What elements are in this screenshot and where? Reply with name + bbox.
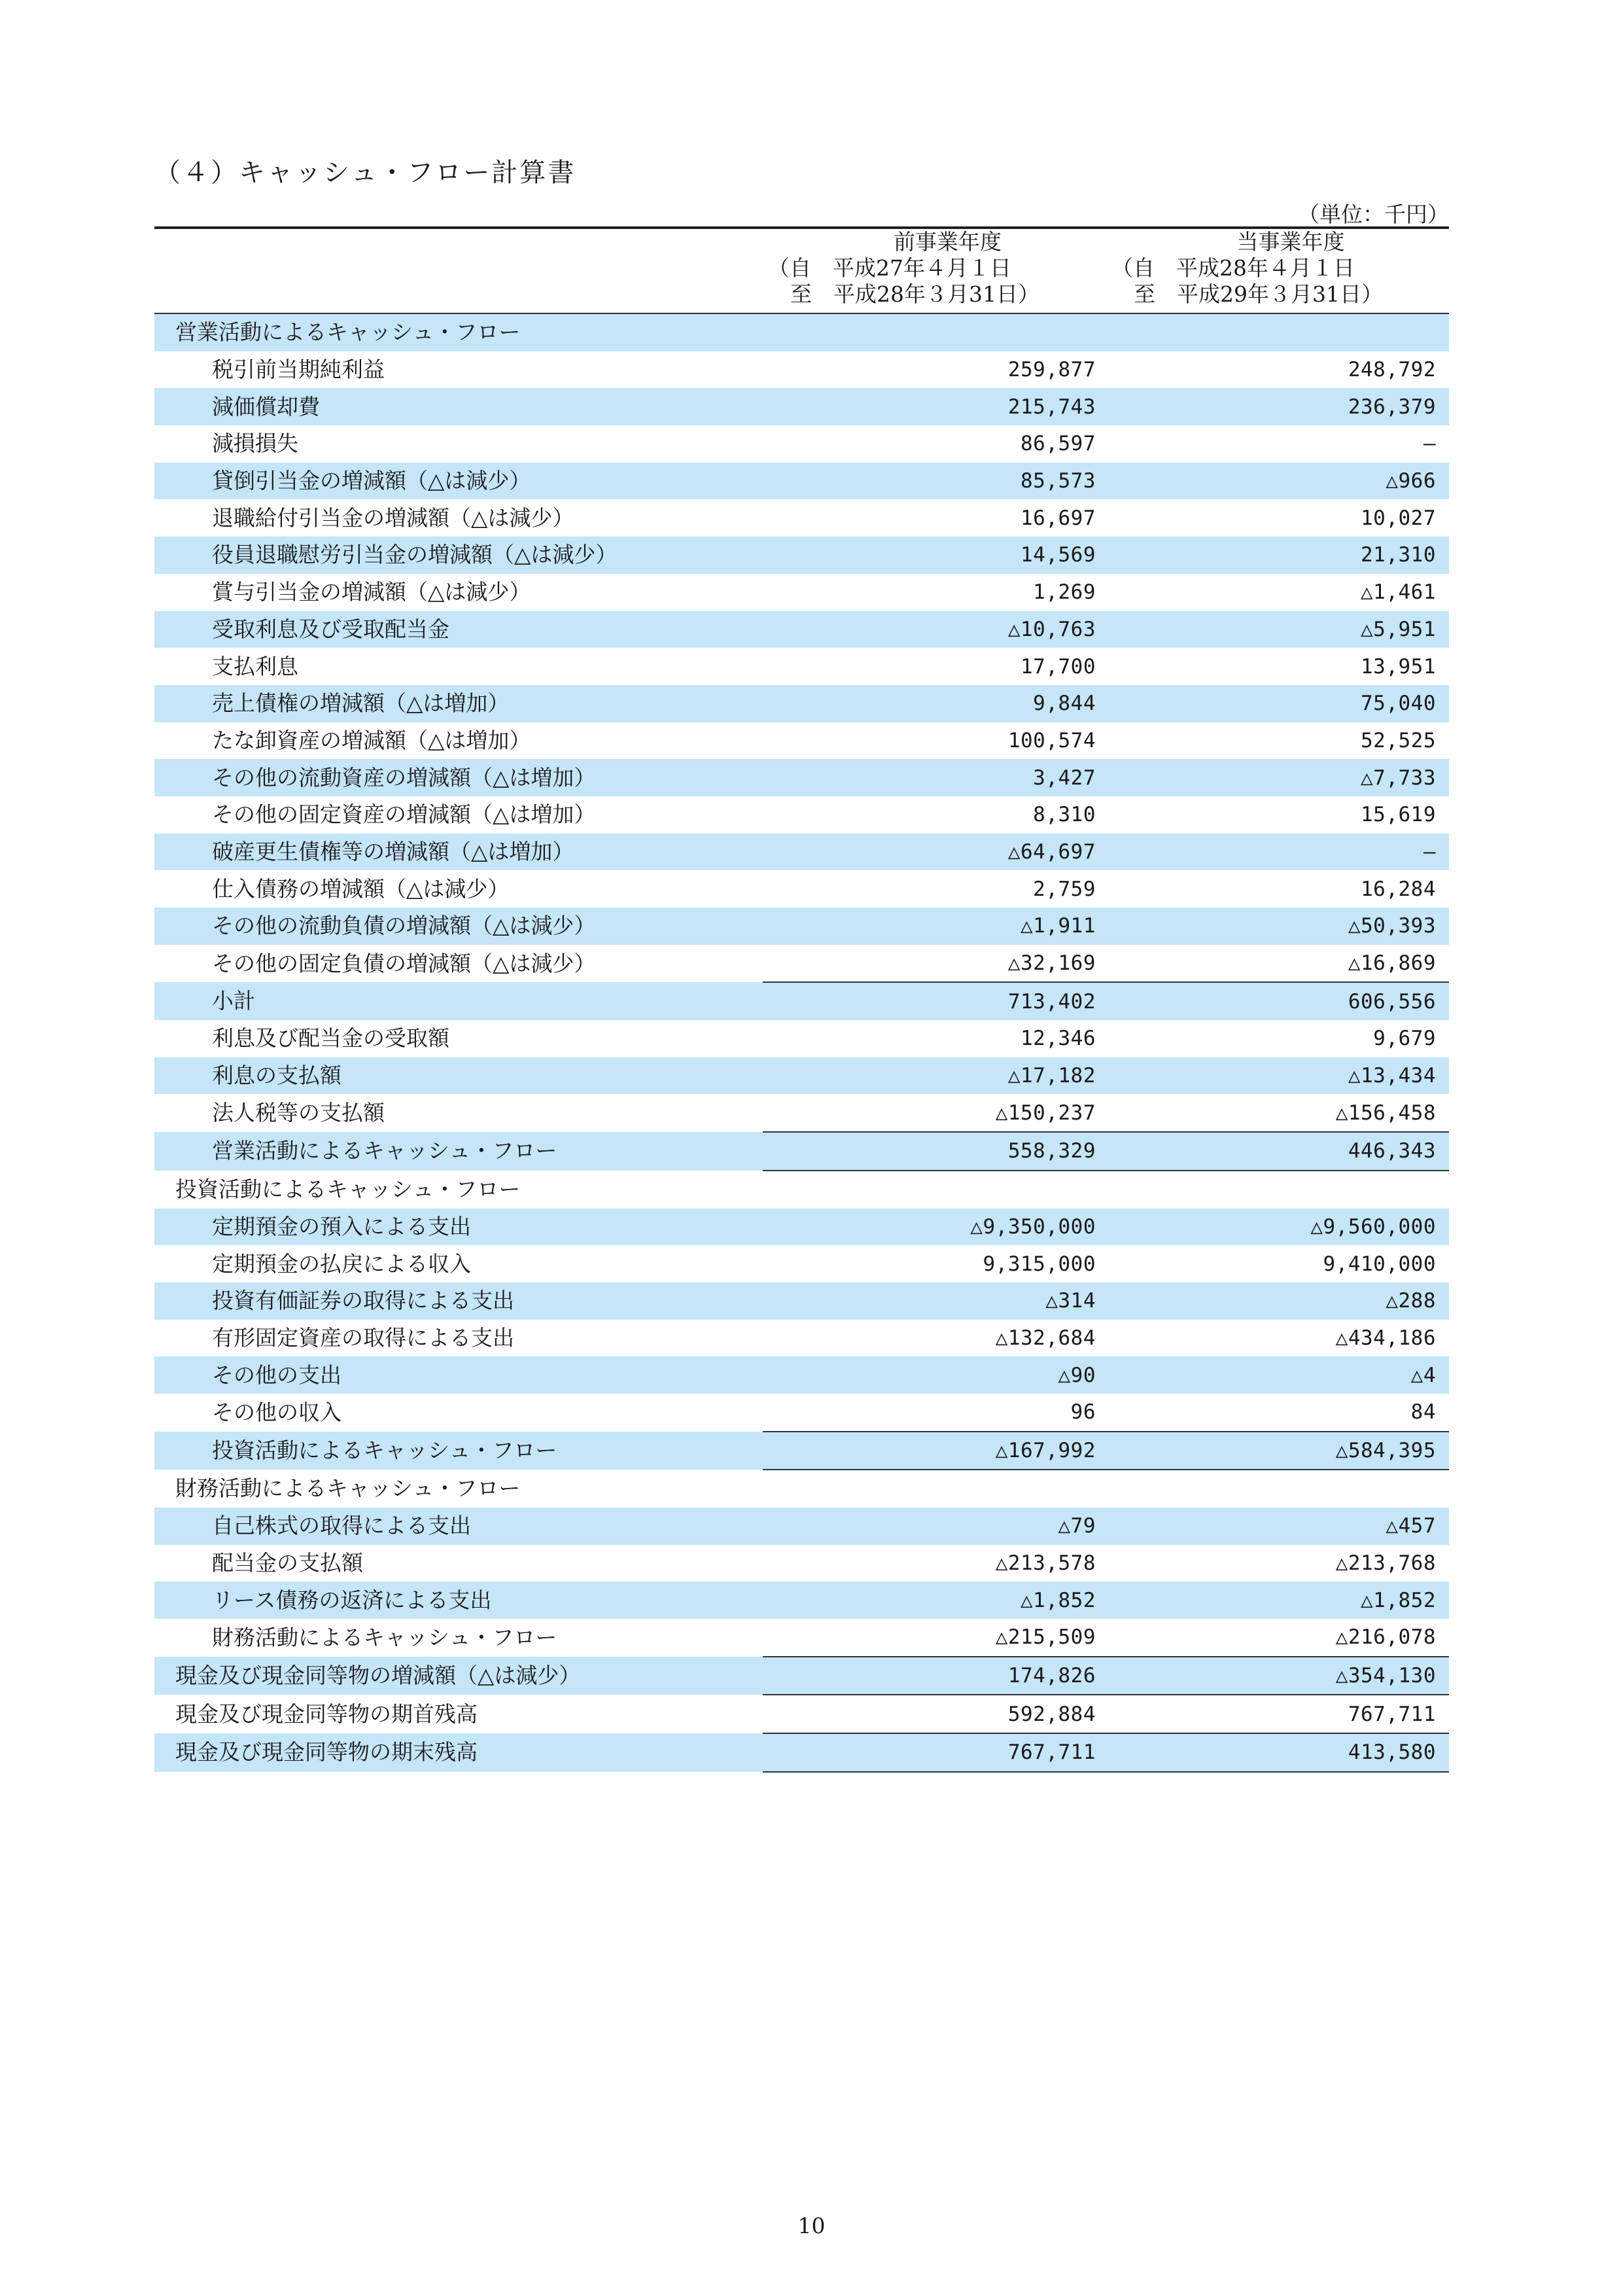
- current-period-value: 84: [1410, 1400, 1436, 1424]
- prior-period-value: △215,509: [995, 1625, 1096, 1650]
- prior-period-value: [763, 313, 1106, 351]
- current-period-value: 15,619: [1361, 803, 1436, 827]
- table-row: [154, 982, 1449, 1020]
- row-label: 仕入債務の増減額（△は減少）: [212, 875, 510, 902]
- current-period-value: △50,393: [1106, 908, 1449, 945]
- prior-period-title: 前事業年度: [894, 229, 1002, 255]
- row-label: 定期預金の預入による支出: [154, 1209, 763, 1246]
- row-label: 財務活動によるキャッシュ・フロー: [175, 1475, 521, 1502]
- table-row: [154, 1132, 1449, 1171]
- row-label: 利息の支払額: [154, 1057, 763, 1095]
- current-period-value: [1106, 1171, 1449, 1209]
- prior-period-value: 713,402: [763, 982, 1106, 1020]
- table-row: [154, 1508, 1449, 1545]
- table-row: [154, 1094, 1449, 1132]
- table-row: [154, 1432, 1449, 1470]
- row-label: 財務活動によるキャッシュ・フロー: [212, 1624, 557, 1650]
- current-period-value: 9,410,000: [1323, 1252, 1436, 1276]
- cash-flow-table: [154, 226, 1449, 1773]
- table-row: [154, 388, 1449, 425]
- table-row: [154, 945, 1449, 983]
- current-period-value: △354,130: [1106, 1657, 1449, 1695]
- table-row: [154, 722, 1449, 760]
- table-row: [154, 1657, 1449, 1695]
- prior-period-value: 9,315,000: [983, 1252, 1096, 1276]
- row-label: その他の固定資産の増減額（△は増加）: [212, 802, 596, 828]
- prior-period-value: 8,310: [1033, 803, 1096, 827]
- table-row: [154, 537, 1449, 574]
- table-row: [154, 685, 1449, 722]
- table-row: [154, 759, 1449, 796]
- row-label: 法人税等の支払額: [212, 1100, 385, 1126]
- row-label: たな卸資産の増減額（△は増加）: [212, 727, 531, 753]
- current-period-value: △216,078: [1335, 1625, 1436, 1650]
- table-row: [154, 1733, 1449, 1772]
- current-period-value: △4: [1106, 1356, 1449, 1394]
- table-row: [154, 1057, 1449, 1095]
- table-row: [154, 1171, 1449, 1209]
- row-label: その他の固定負債の増減額（△は減少）: [212, 950, 596, 976]
- prior-period-value: 86,597: [1021, 432, 1096, 456]
- current-period-value: 75,040: [1106, 685, 1449, 722]
- prior-period-value: 16,697: [1021, 506, 1096, 530]
- table-row: [154, 1209, 1449, 1246]
- prior-period-value: 85,573: [763, 463, 1106, 500]
- row-label: 定期預金の払戻による収入: [212, 1250, 471, 1277]
- current-period-value: [1106, 313, 1449, 351]
- current-period-value: 52,525: [1361, 728, 1436, 752]
- current-period-value: △5,951: [1106, 611, 1449, 648]
- table-row: [154, 1320, 1449, 1357]
- current-period-title: 当事業年度: [1236, 229, 1345, 255]
- prior-period-header: [763, 229, 1106, 313]
- current-period-value: 767,711: [1348, 1702, 1436, 1726]
- prior-period-value: △17,182: [763, 1057, 1106, 1095]
- row-label: 投資活動によるキャッシュ・フロー: [175, 1176, 521, 1202]
- row-label: 投資有価証券の取得による支出: [154, 1282, 763, 1320]
- table-row: [154, 870, 1449, 908]
- row-label: 減価償却費: [154, 388, 763, 425]
- row-label: その他の収入: [212, 1399, 341, 1425]
- current-period-value: △584,395: [1106, 1432, 1449, 1470]
- prior-period-value: 9,844: [763, 685, 1106, 722]
- prior-period-value: △213,578: [995, 1551, 1096, 1576]
- row-label: 受取利息及び受取配当金: [154, 611, 763, 648]
- column-header-row: [154, 229, 1449, 313]
- table-row: [154, 796, 1449, 834]
- table-row: [154, 499, 1449, 537]
- row-label: 利息及び配当金の受取額: [212, 1025, 449, 1051]
- prior-period-value: 12,346: [1021, 1027, 1096, 1051]
- table-row: [154, 648, 1449, 685]
- current-period-value: ―: [1423, 432, 1436, 456]
- prior-period-to: 至 平成28年３月31日）: [790, 281, 1039, 307]
- current-period-value: 236,379: [1106, 388, 1449, 425]
- current-period-value: △1,461: [1361, 580, 1436, 605]
- row-label: その他の支出: [154, 1356, 763, 1394]
- row-label: リース債務の返済による支出: [154, 1581, 763, 1619]
- table-row: [154, 1581, 1449, 1619]
- row-label: 現金及び現金同等物の期首残高: [175, 1701, 478, 1727]
- prior-period-value: [763, 1171, 1106, 1209]
- row-label: 営業活動によるキャッシュ・フロー: [154, 313, 763, 351]
- current-period-to: 至 平成29年３月31日）: [1134, 281, 1383, 307]
- prior-period-from: （自 平成27年４月１日: [768, 255, 1011, 281]
- current-period-value: △7,733: [1106, 759, 1449, 796]
- cash-flow-rows: [154, 313, 1449, 1772]
- table-row: [154, 351, 1449, 389]
- prior-period-value: [763, 1470, 1106, 1508]
- prior-period-value: △314: [763, 1282, 1106, 1320]
- prior-period-value: △1,911: [763, 908, 1106, 945]
- row-label: 減損損失: [212, 431, 298, 457]
- table-row: [154, 425, 1449, 463]
- prior-period-value: 767,711: [763, 1733, 1106, 1772]
- current-period-value: 10,027: [1361, 506, 1436, 530]
- table-row: [154, 463, 1449, 500]
- table-row: [154, 834, 1449, 871]
- current-period-value: 446,343: [1106, 1132, 1449, 1171]
- row-label: 自己株式の取得による支出: [154, 1508, 763, 1545]
- row-label: 売上債権の増減額（△は増加）: [154, 685, 763, 722]
- current-period-value: 9,679: [1373, 1027, 1436, 1051]
- prior-period-value: 17,700: [1021, 654, 1096, 679]
- current-period-value: 21,310: [1106, 537, 1449, 574]
- table-row: [154, 611, 1449, 648]
- current-period-value: △434,186: [1335, 1326, 1436, 1350]
- prior-period-value: 2,759: [1033, 877, 1096, 901]
- table-row: [154, 1394, 1449, 1432]
- prior-period-value: △132,684: [995, 1326, 1096, 1350]
- row-label: 投資活動によるキャッシュ・フロー: [154, 1432, 763, 1470]
- row-label: 退職給付引当金の増減額（△は減少）: [212, 504, 574, 531]
- prior-period-value: 1,269: [1033, 580, 1096, 605]
- prior-period-value: 3,427: [763, 759, 1106, 796]
- table-row: [154, 1020, 1449, 1057]
- prior-period-value: △90: [763, 1356, 1106, 1394]
- table-row: [154, 1695, 1449, 1733]
- table-row: [154, 313, 1449, 351]
- prior-period-value: △32,169: [1007, 951, 1096, 976]
- current-period-value: △9,560,000: [1106, 1209, 1449, 1246]
- prior-period-value: 592,884: [1007, 1702, 1096, 1726]
- unit-label: （単位：千円）: [1298, 202, 1449, 227]
- row-label: 支払利息: [212, 653, 298, 679]
- current-period-from: （自 平成28年４月１日: [1111, 255, 1355, 281]
- prior-period-value: △167,992: [763, 1432, 1106, 1470]
- row-label: 現金及び現金同等物の期末残高: [154, 1733, 763, 1772]
- table-row: [154, 574, 1449, 611]
- section-title: （４）キャッシュ・フロー計算書: [154, 158, 576, 188]
- current-period-value: △16,869: [1348, 951, 1436, 976]
- table-row: [154, 1470, 1449, 1508]
- label-column-header: [154, 229, 763, 313]
- row-label: 貸倒引当金の増減額（△は減少）: [154, 463, 763, 500]
- prior-period-value: △9,350,000: [763, 1209, 1106, 1246]
- row-label: 役員退職慰労引当金の増減額（△は減少）: [154, 537, 763, 574]
- prior-period-value: △150,237: [995, 1101, 1096, 1125]
- row-label: 小計: [154, 982, 763, 1020]
- row-label: その他の流動資産の増減額（△は増加）: [154, 759, 763, 796]
- table-row: [154, 1545, 1449, 1582]
- prior-period-value: △64,697: [763, 834, 1106, 871]
- current-period-value: △213,768: [1335, 1551, 1436, 1576]
- current-period-value: 606,556: [1106, 982, 1449, 1020]
- prior-period-value: 174,826: [763, 1657, 1106, 1695]
- prior-period-value: 96: [1070, 1400, 1096, 1424]
- row-label: 営業活動によるキャッシュ・フロー: [154, 1132, 763, 1171]
- page-number: 10: [797, 2213, 826, 2238]
- current-period-value: 13,951: [1361, 654, 1436, 679]
- row-label: 有形固定資産の取得による支出: [212, 1324, 514, 1351]
- current-period-value: △457: [1106, 1508, 1449, 1545]
- row-label: 税引前当期純利益: [212, 357, 385, 383]
- prior-period-value: 100,574: [1007, 728, 1096, 752]
- prior-period-value: 558,329: [763, 1132, 1106, 1171]
- current-period-value: 248,792: [1348, 358, 1436, 382]
- row-label: 配当金の支払額: [212, 1550, 363, 1576]
- table-row: [154, 1282, 1449, 1320]
- current-period-value: △13,434: [1106, 1057, 1449, 1095]
- row-label: 賞与引当金の増減額（△は減少）: [212, 579, 531, 605]
- prior-period-value: 259,877: [1007, 358, 1096, 382]
- current-period-value: △288: [1106, 1282, 1449, 1320]
- table-row: [154, 908, 1449, 945]
- prior-period-value: 215,743: [763, 388, 1106, 425]
- current-period-value: △156,458: [1335, 1101, 1436, 1125]
- table-row: [154, 1619, 1449, 1657]
- prior-period-value: △10,763: [763, 611, 1106, 648]
- prior-period-value: △79: [763, 1508, 1106, 1545]
- row-label: その他の流動負債の増減額（△は減少）: [154, 908, 763, 945]
- current-period-value: 16,284: [1361, 877, 1436, 901]
- current-period-value: ―: [1106, 834, 1449, 871]
- row-label: 破産更生債権等の増減額（△は増加）: [154, 834, 763, 871]
- current-period-value: △1,852: [1106, 1581, 1449, 1619]
- table-row: [154, 1356, 1449, 1394]
- current-period-value: [1106, 1470, 1449, 1508]
- prior-period-value: 14,569: [763, 537, 1106, 574]
- current-period-value: △966: [1106, 463, 1449, 500]
- table-row: [154, 1245, 1449, 1282]
- row-label: 現金及び現金同等物の増減額（△は減少）: [154, 1657, 763, 1695]
- prior-period-value: △1,852: [763, 1581, 1106, 1619]
- current-period-value: 413,580: [1106, 1733, 1449, 1772]
- current-period-header: [1106, 229, 1449, 313]
